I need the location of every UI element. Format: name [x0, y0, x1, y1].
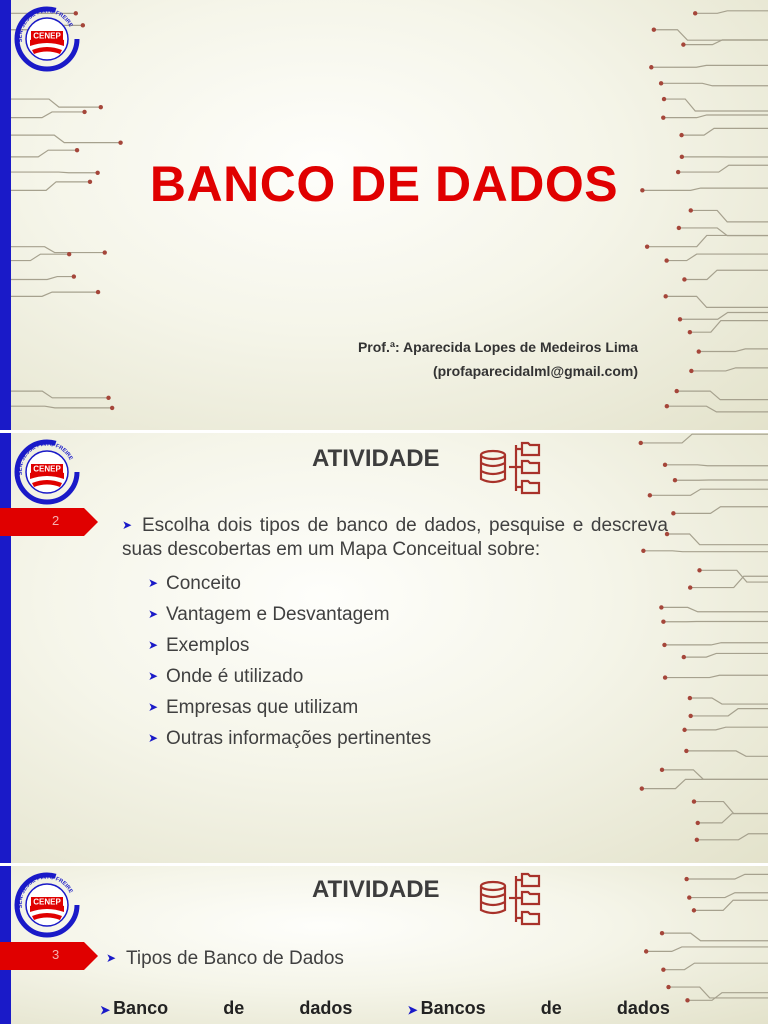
sub-bullet-text: Conceito — [166, 573, 241, 594]
circuit-node — [106, 396, 110, 400]
slide-heading: ATIVIDADE — [312, 876, 440, 903]
sub-bullet-item — [148, 692, 668, 723]
sub-bullet-text: Outras informações pertinentes — [166, 728, 432, 749]
circuit-trace — [684, 653, 768, 657]
circuit-node — [640, 786, 644, 790]
circuit-node — [688, 330, 692, 334]
column-word-text: de — [540, 998, 562, 1018]
cenep-logo-icon — [14, 439, 80, 505]
circuit-trace — [690, 698, 768, 704]
circuit-node — [673, 478, 677, 482]
circuit-node — [67, 252, 71, 256]
arrow-bullet-icon: ➤ — [148, 576, 159, 590]
circuit-node — [692, 908, 696, 912]
circuit-node — [697, 568, 701, 572]
column-word-text: de — [223, 998, 245, 1018]
circuit-node — [688, 585, 692, 589]
slide-heading: ATIVIDADE — [312, 445, 440, 472]
circuit-trace — [686, 751, 768, 756]
circuit-node — [663, 463, 667, 467]
circuit-trace — [11, 292, 98, 296]
circuit-node — [659, 81, 663, 85]
svg-text:CENEP: CENEP — [33, 464, 61, 474]
circuit-node — [685, 998, 689, 1002]
circuit-trace — [663, 963, 768, 969]
circuit-trace — [661, 607, 768, 611]
arrow-bullet-icon: ➤ — [148, 638, 159, 652]
svg-text:SEN. JESSÉ PINTO FREIRE: SEN. JESSÉ PINTO FREIRE — [17, 874, 74, 909]
sub-bullet-item — [148, 723, 668, 754]
circuit-node — [682, 728, 686, 732]
circuit-node — [695, 838, 699, 842]
circuit-node — [666, 985, 670, 989]
circuit-trace — [667, 534, 768, 545]
circuit-node — [684, 749, 688, 753]
circuit-trace — [642, 779, 768, 788]
circuit-node — [688, 714, 692, 718]
circuit-node — [662, 97, 666, 101]
circuit-trace — [698, 814, 768, 823]
circuit-trace — [665, 465, 768, 466]
circuit-node — [679, 133, 683, 137]
circuit-trace — [11, 406, 112, 408]
sub-bullet-text: Exemplos — [166, 635, 250, 656]
main-title: BANCO DE DADOS — [149, 156, 619, 212]
sub-bullet-item — [148, 661, 668, 692]
circuit-trace — [694, 802, 768, 814]
circuit-trace — [685, 727, 768, 730]
circuit-node — [687, 895, 691, 899]
circuit-trace — [699, 349, 768, 352]
bullet-text: Tipos de Banco de Dados — [126, 948, 344, 969]
slide-number: 2 — [52, 513, 60, 528]
sub-bullet-text: Onde é utilizado — [166, 666, 304, 687]
arrow-bullet-icon: ➤ — [148, 669, 159, 683]
circuit-trace — [694, 900, 768, 910]
circuit-node — [660, 931, 664, 935]
circuit-trace — [11, 112, 85, 118]
circuit-trace — [695, 11, 768, 14]
column-word — [299, 998, 352, 1019]
circuit-node — [81, 23, 85, 27]
circuit-trace — [647, 235, 768, 246]
sub-bullet-list — [148, 568, 668, 754]
circuit-node — [665, 404, 669, 408]
circuit-trace — [664, 643, 768, 645]
circuit-node — [648, 493, 652, 497]
column-word-text: dados — [616, 998, 670, 1018]
cenep-logo-icon — [14, 872, 80, 938]
circuit-trace — [691, 368, 768, 371]
circuit-trace — [663, 115, 768, 118]
column-word — [100, 998, 168, 1019]
circuit-trace — [11, 277, 74, 280]
cenep-logo-icon — [14, 6, 80, 72]
circuit-trace — [662, 770, 768, 780]
circuit-node — [639, 441, 643, 445]
sub-bullet-item — [148, 630, 668, 661]
circuit-trace — [697, 834, 768, 840]
arrow-bullet-icon: ➤ — [148, 700, 159, 714]
main-bullet — [106, 946, 652, 971]
circuit-trace — [11, 99, 101, 107]
circuit-trace — [664, 99, 768, 111]
circuit-node — [696, 821, 700, 825]
slide-title — [0, 0, 768, 430]
database-folders-icon — [476, 866, 546, 930]
circuit-trace — [646, 947, 768, 951]
column-word-text: Bancos — [420, 998, 486, 1018]
circuit-node — [660, 768, 664, 772]
circuit-node — [689, 369, 693, 373]
circuit-trace — [641, 434, 768, 443]
circuit-trace — [691, 709, 768, 716]
circuit-node — [103, 250, 107, 254]
circuit-trace — [667, 406, 768, 412]
sub-bullet-text: Vantagem e Desvantagem — [166, 604, 390, 625]
circuit-node — [681, 42, 685, 46]
circuit-trace — [651, 65, 768, 67]
circuit-trace — [690, 321, 768, 333]
circuit-trace — [11, 391, 109, 398]
author-email: (profaparecidalml@gmail.com) — [432, 363, 638, 379]
arrow-bullet-icon: ➤ — [122, 518, 133, 532]
column-word-text: Banco — [113, 998, 169, 1018]
circuit-node — [663, 294, 667, 298]
bullet-list — [122, 513, 668, 754]
column-word — [541, 998, 562, 1019]
svg-text:CENEP: CENEP — [33, 897, 61, 907]
circuit-node — [675, 389, 679, 393]
circuit-node — [72, 274, 76, 278]
circuit-node — [678, 317, 682, 321]
circuit-node — [649, 65, 653, 69]
circuit-node — [652, 28, 656, 32]
sub-bullet-item — [148, 599, 668, 630]
circuit-trace — [11, 135, 121, 143]
circuit-node — [82, 110, 86, 114]
circuit-node — [110, 406, 114, 410]
circuit-trace — [680, 313, 768, 320]
svg-text:SEN. JESSÉ PINTO FREIRE: SEN. JESSÉ PINTO FREIRE — [17, 441, 74, 476]
circuit-node — [661, 967, 665, 971]
arrow-bullet-icon: ➤ — [148, 731, 159, 745]
svg-text:CENEP: CENEP — [33, 31, 61, 41]
circuit-trace — [667, 254, 768, 260]
column-word — [617, 998, 670, 1019]
circuit-node — [664, 258, 668, 262]
circuit-trace — [11, 254, 69, 260]
circuit-node — [677, 226, 681, 230]
svg-text:SEN. JESSÉ PINTO FREIRE: SEN. JESSÉ PINTO FREIRE — [17, 8, 74, 43]
author-block — [358, 335, 638, 383]
two-column-bullets — [100, 998, 670, 1019]
circuit-node — [688, 696, 692, 700]
column-word — [223, 998, 244, 1019]
circuit-node — [692, 799, 696, 803]
circuit-trace — [654, 30, 768, 40]
circuit-trace — [684, 270, 768, 279]
sub-bullet-item — [148, 568, 668, 599]
circuit-trace — [679, 228, 768, 236]
circuit-node — [682, 655, 686, 659]
circuit-trace — [687, 874, 768, 879]
circuit-trace — [662, 933, 768, 941]
circuit-node — [682, 277, 686, 281]
circuit-node — [661, 115, 665, 119]
sub-bullet-text: Empresas que utilizam — [166, 697, 359, 718]
circuit-node — [99, 105, 103, 109]
circuit-node — [645, 244, 649, 248]
column-word — [408, 998, 486, 1019]
slide-activity-2 — [0, 866, 768, 1024]
circuit-node — [96, 290, 100, 294]
arrow-bullet-icon: ➤ — [100, 1003, 111, 1017]
circuit-trace — [689, 893, 768, 898]
database-folders-icon — [476, 435, 546, 499]
circuit-trace — [682, 128, 768, 135]
bullet-list — [106, 946, 652, 971]
slide-number-flag — [0, 508, 98, 536]
arrow-bullet-icon: ➤ — [148, 607, 159, 621]
circuit-node — [118, 140, 122, 144]
circuit-trace — [673, 507, 768, 514]
circuit-trace — [666, 296, 768, 307]
bullet-text: Escolha dois tipos de banco de dados, pesquise e descreva suas descobertas em um Mapa Conceitual sobre: — [122, 515, 668, 560]
circuit-node — [684, 877, 688, 881]
circuit-trace — [650, 489, 768, 495]
slide-number-flag — [0, 942, 98, 970]
slide-number: 3 — [52, 947, 60, 962]
circuit-trace — [661, 83, 768, 85]
main-bullet — [122, 513, 668, 754]
circuit-trace — [11, 247, 105, 253]
circuit-node — [697, 349, 701, 353]
author-name: Prof.ª: Aparecida Lopes de Medeiros Lima — [357, 339, 638, 355]
arrow-bullet-icon: ➤ — [407, 1003, 418, 1017]
circuit-trace — [665, 675, 768, 677]
circuit-node — [671, 511, 675, 515]
slide-activity-1 — [0, 433, 768, 863]
column-word-text: dados — [299, 998, 353, 1018]
circuit-trace — [677, 391, 768, 400]
circuit-node — [693, 11, 697, 15]
circuit-node — [75, 148, 79, 152]
arrow-bullet-icon: ➤ — [106, 951, 117, 965]
circuit-trace — [687, 993, 768, 1001]
